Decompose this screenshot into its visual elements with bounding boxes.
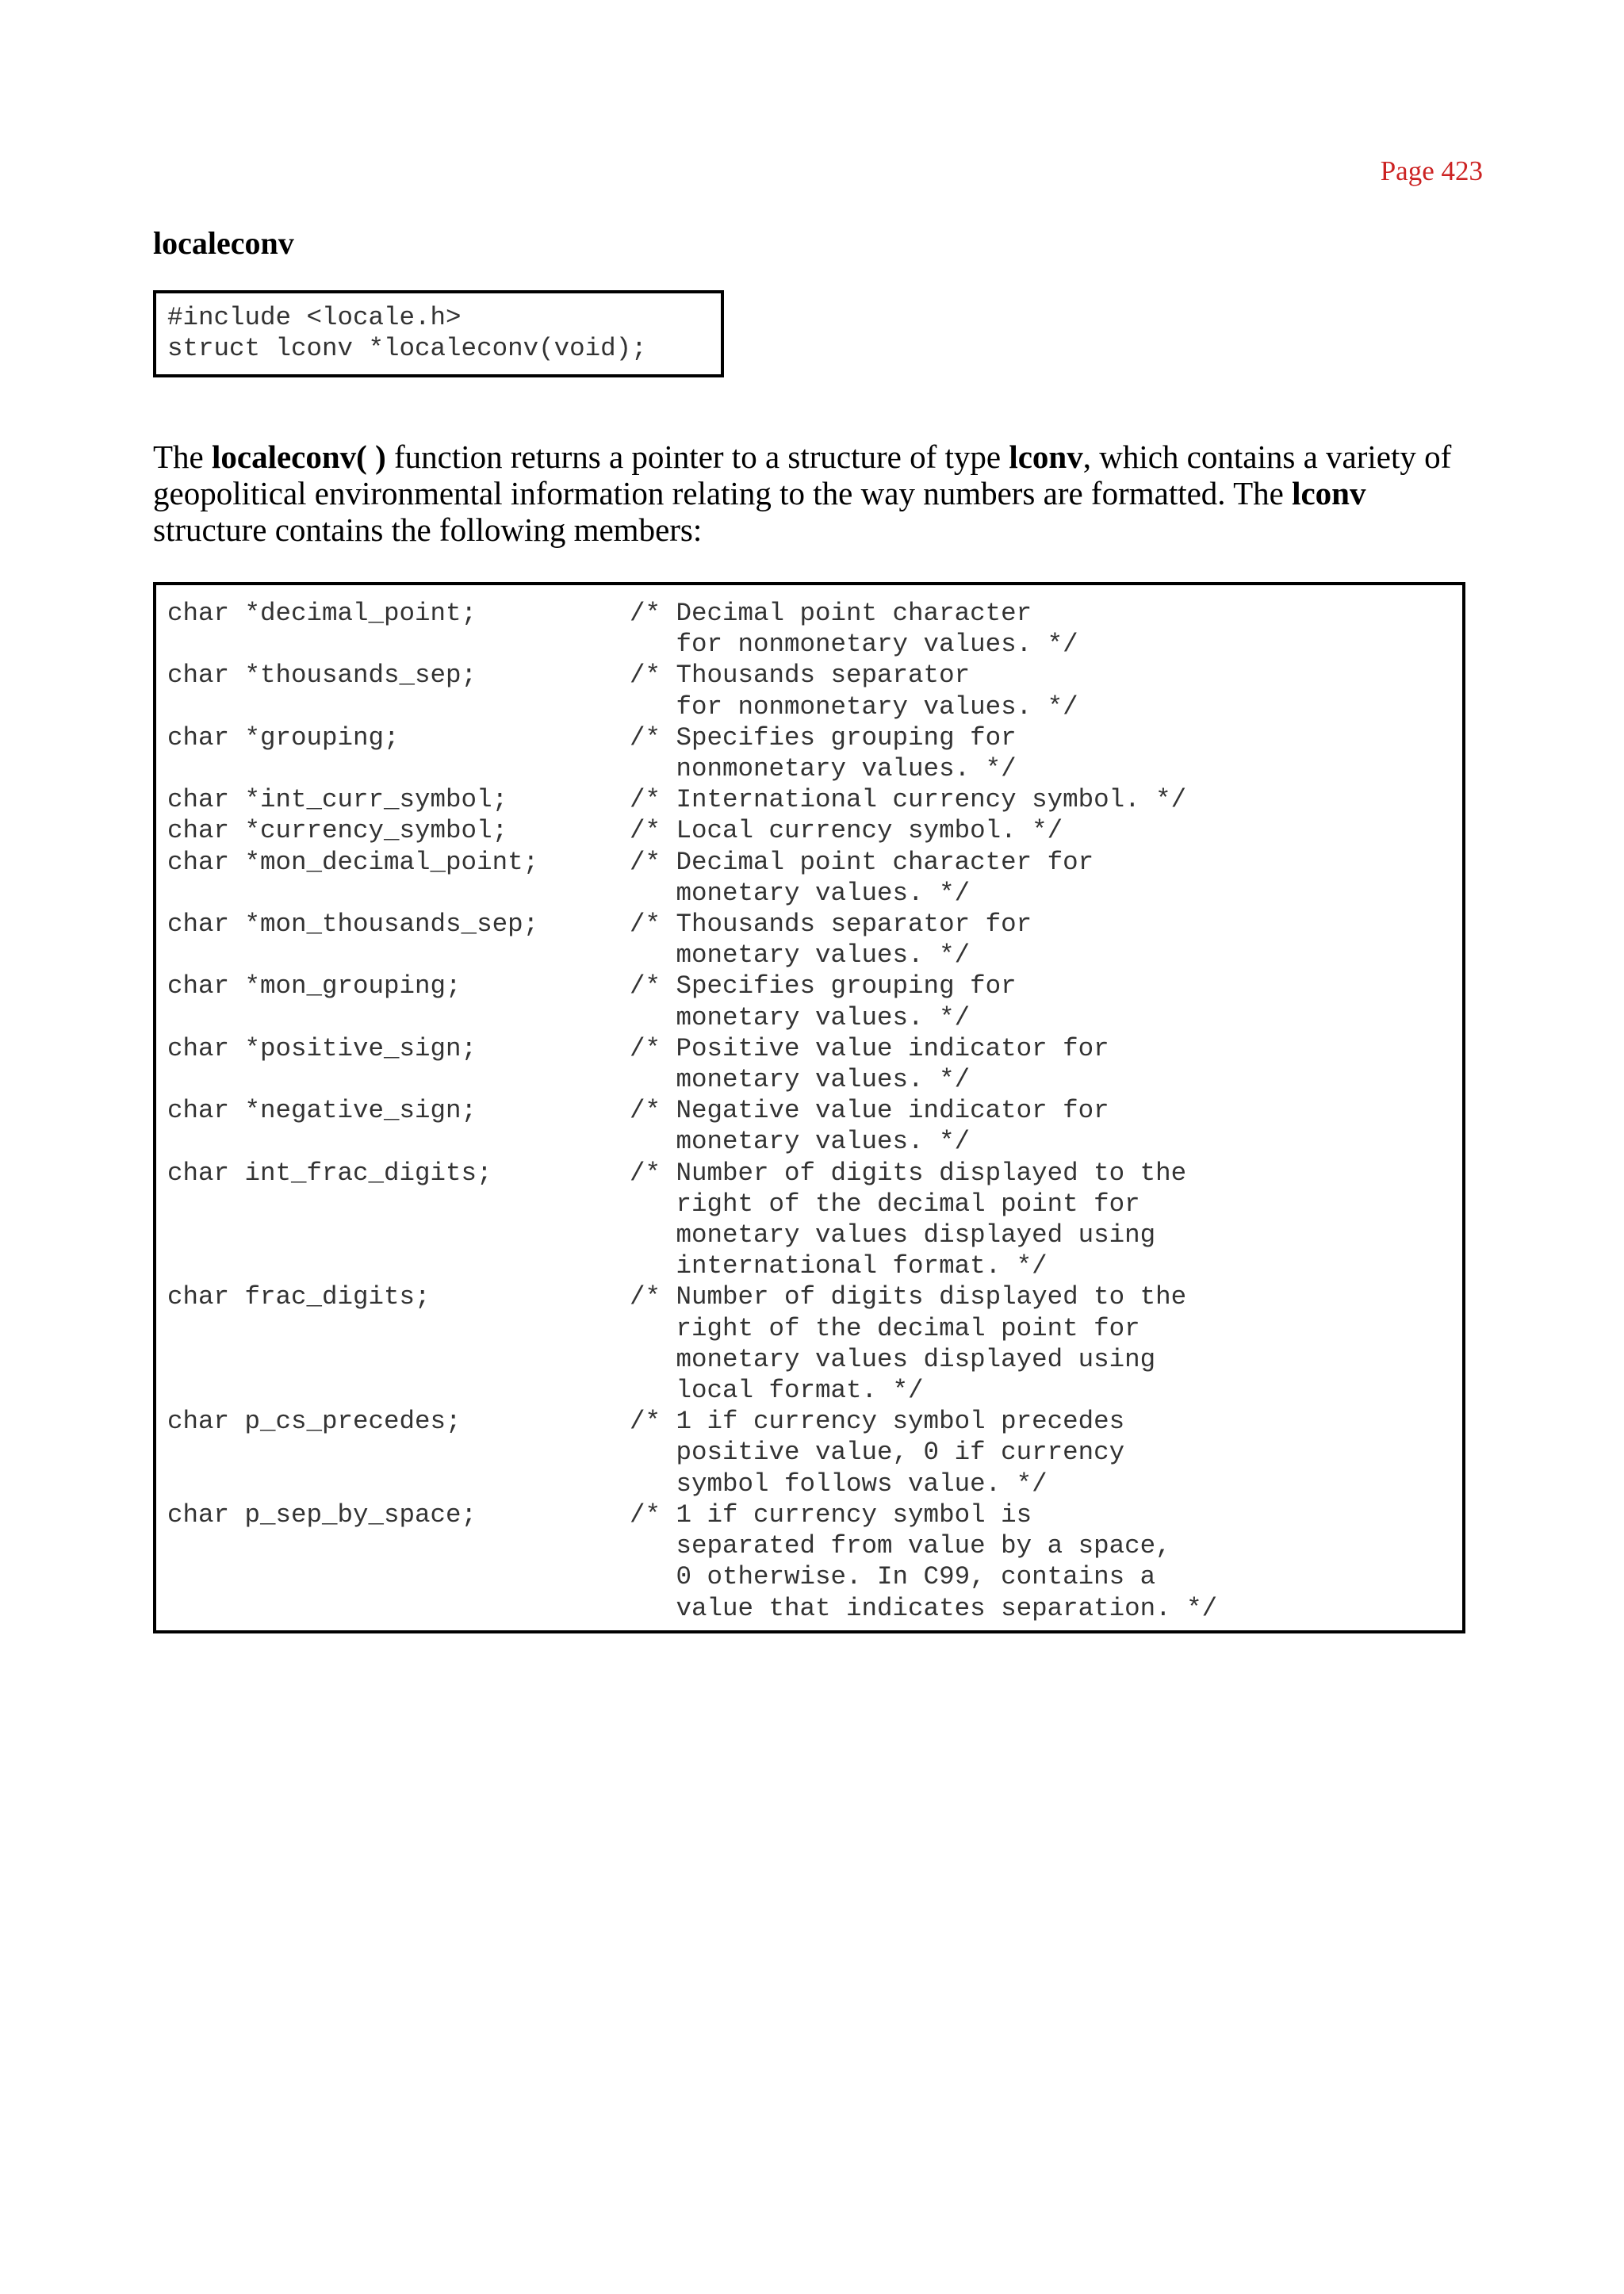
member-comment: /* 1 if currency symbol precedes positive value, 0 if currency symbol follows value. */ xyxy=(630,1407,1125,1499)
member-row xyxy=(167,1281,1462,1406)
member-row xyxy=(167,722,1462,784)
member-row xyxy=(167,1095,1462,1157)
member-row xyxy=(167,1158,1462,1282)
synopsis-code xyxy=(167,302,721,364)
synopsis-line: struct lconv *localeconv(void); xyxy=(167,334,647,363)
member-declaration: char *decimal_point; xyxy=(167,599,477,628)
description-text: function returns a pointer to a structure of type xyxy=(385,439,1009,475)
lconv-members-box xyxy=(153,582,1465,1633)
member-comment: /* Specifies grouping for nonmonetary values. */ xyxy=(630,722,1017,784)
member-comment: /* Thousands separator for nonmonetary values. */ xyxy=(630,661,1078,722)
member-comment: /* International currency symbol. */ xyxy=(630,785,1187,815)
member-comment: /* Negative value indicator for monetary values. */ xyxy=(630,1096,1109,1157)
member-comment: /* Specifies grouping for monetary values. */ xyxy=(630,971,1017,1032)
synopsis-line: #include <locale.h> xyxy=(167,303,462,332)
member-row xyxy=(167,660,1462,722)
member-comment: /* Decimal point character for monetary values. */ xyxy=(630,847,1094,908)
member-row xyxy=(167,784,1462,815)
member-comment: /* Number of digits displayed to the right of the decimal point for monetary values displayed using international format. */ xyxy=(630,1158,1187,1281)
member-declaration: char p_sep_by_space; xyxy=(167,1499,477,1530)
member-comment: /* Number of digits displayed to the right of the decimal point for monetary values displayed using local format. */ xyxy=(630,1282,1187,1406)
member-row xyxy=(167,847,1462,909)
member-comment: /* Local currency symbol. */ xyxy=(630,816,1063,846)
description-bold-type: lconv xyxy=(1292,475,1366,511)
member-row xyxy=(167,1406,1462,1499)
member-comment: /* Decimal point character for nonmonetary values. */ xyxy=(630,599,1078,660)
page-number: Page 423 xyxy=(1380,155,1483,186)
description-bold-function: localeconv( ) xyxy=(212,439,386,475)
description-text: The xyxy=(153,439,212,475)
member-row xyxy=(167,815,1462,846)
members-list xyxy=(167,598,1462,1624)
function-title: localeconv xyxy=(153,225,294,261)
member-declaration: char p_cs_precedes; xyxy=(167,1407,462,1437)
description-paragraph xyxy=(153,439,1485,548)
description-bold-type: lconv xyxy=(1009,439,1083,475)
member-declaration: char *mon_decimal_point; xyxy=(167,847,539,877)
member-declaration: char *currency_symbol; xyxy=(167,816,508,846)
member-comment: /* Thousands separator for monetary values. */ xyxy=(630,910,1032,971)
member-comment: /* 1 if currency symbol is separated from value by a space, 0 otherwise. In C99, contains a value that indicates separation. */ xyxy=(630,1499,1218,1623)
member-declaration: char *grouping; xyxy=(167,722,400,753)
member-declaration: char *positive_sign; xyxy=(167,1033,477,1063)
member-row xyxy=(167,1499,1462,1624)
member-row xyxy=(167,598,1462,660)
member-declaration: char *negative_sign; xyxy=(167,1096,477,1126)
member-row xyxy=(167,1033,1462,1095)
member-declaration: char frac_digits; xyxy=(167,1282,431,1312)
member-declaration: char *int_curr_symbol; xyxy=(167,785,508,815)
member-declaration: char *mon_thousands_sep; xyxy=(167,910,539,940)
member-declaration: char *thousands_sep; xyxy=(167,661,477,691)
description-text: structure contains the following members: xyxy=(153,511,703,548)
member-row xyxy=(167,909,1462,971)
member-declaration: char *mon_grouping; xyxy=(167,971,462,1001)
synopsis-box xyxy=(153,290,724,377)
member-declaration: char int_frac_digits; xyxy=(167,1158,492,1188)
member-comment: /* Positive value indicator for monetary values. */ xyxy=(630,1033,1109,1095)
description-text: , which contains a variety of geopolitical environmental information relating to the way numbers are formatted. The xyxy=(153,439,1452,511)
member-row xyxy=(167,971,1462,1032)
